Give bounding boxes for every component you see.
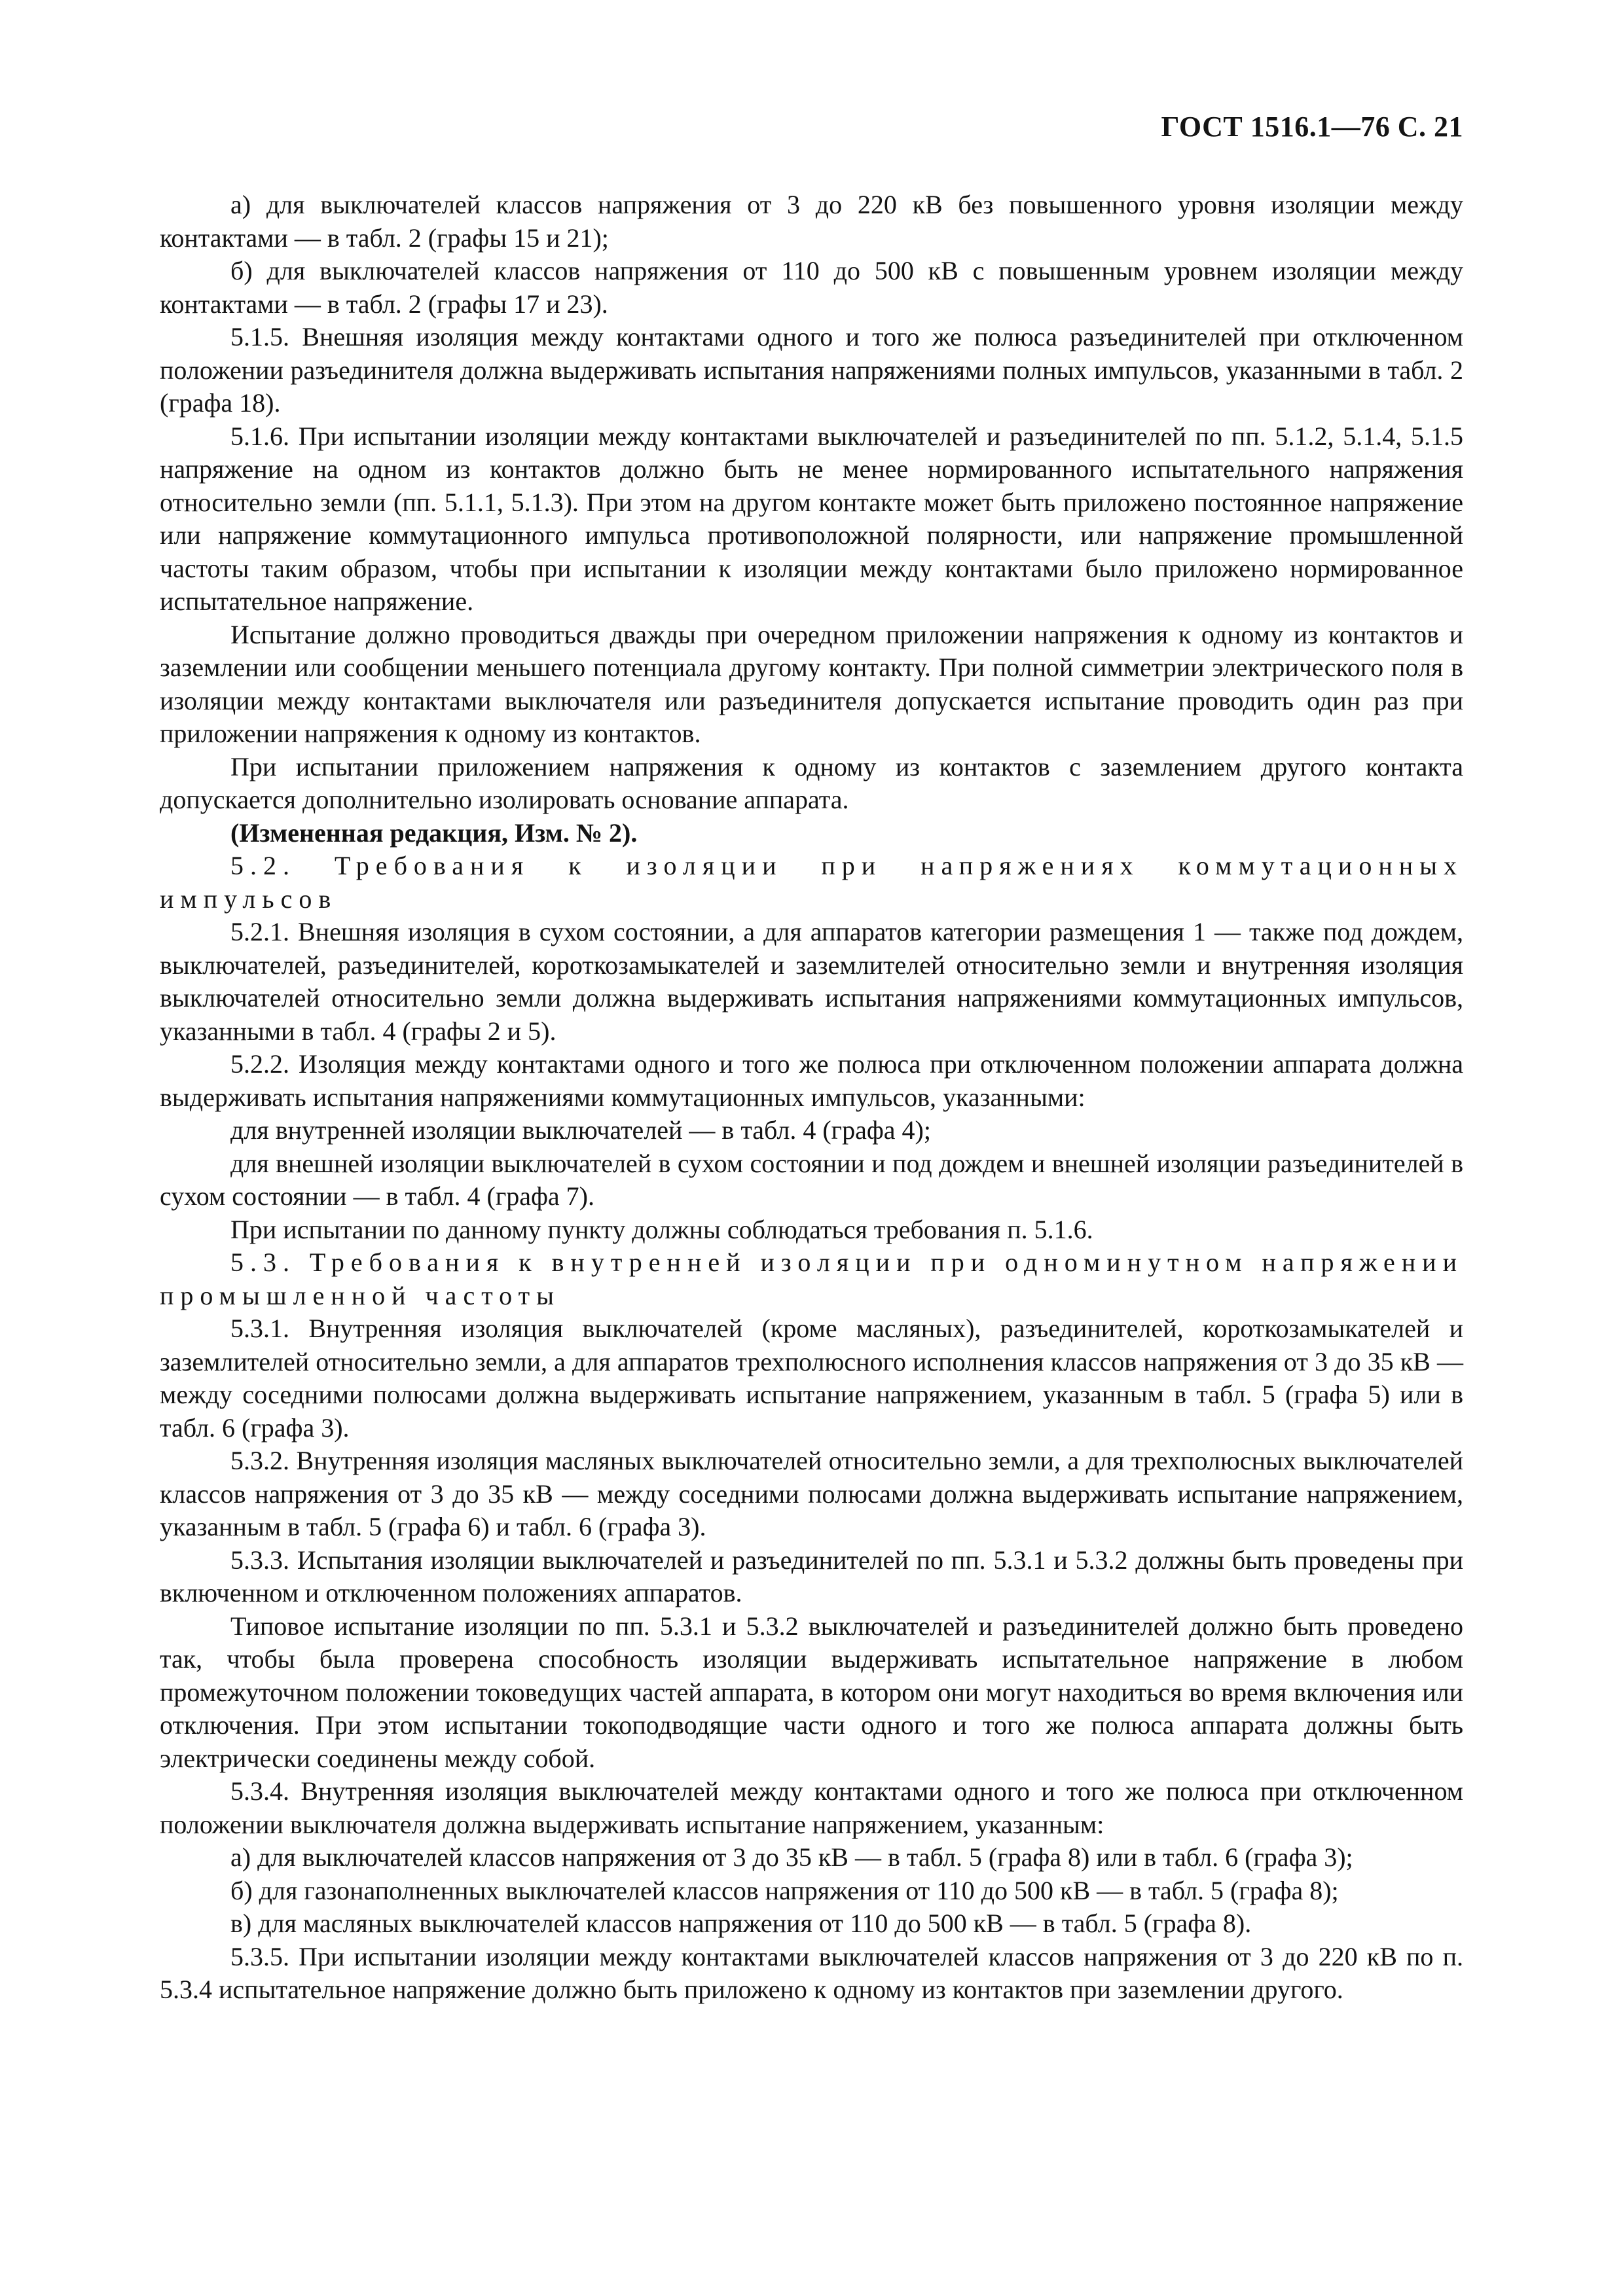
paragraph-5-1-6: 5.1.6. При испытании изоляции между контактами выключателей и разъединителей по пп. 5.1.2, 5.1.4, 5.1.5 напряжение на одном из контактов должно быть не менее нормированного испытательного напряжения относительно земли (пп. 5.1.1, 5.1.3). При этом на другом контакте может быть приложено постоянное напряжение или напряжение коммутационного импульса противоположной полярности, или напряжение промышленной частоты таким образом, чтобы при испытании к изоляции между контактами было приложено нормированное испытательное напряжение.	[160, 421, 1463, 616]
paragraph-5-1-5: 5.1.5. Внешняя изоляция между контактами одного и того же полюса разъединителей при отключенном положении разъединителя должна выдерживать испытания напряжениями полных импульсов, указанными в табл. 2 (графа 18).	[160, 322, 1463, 418]
paragraph-5-1-4-b: б) для выключателей классов напряжения от 110 до 500 кВ с повышенным уровнем изоляции между контактами — в табл. 2 (графы 17 и 23).	[160, 256, 1463, 319]
paragraph-5-3-2: 5.3.2. Внутренняя изоляция масляных выключателей относительно земли, а для трехполюсных выключателей классов напряжения от 3 до 35 кВ — между соседними полюсами должна выдерживать испытание напряжением, указанным в табл. 5 (графа 6) и табл. 6 (графа 3).	[160, 1446, 1463, 1541]
paragraph-5-3-5: 5.3.5. При испытании изоляции между контактами выключателей классов напряжения от 3 до 220 кВ по п. 5.3.4 испытательное напряжение должно быть приложено к одному из контактов при заземлении другого.	[160, 1941, 1463, 2004]
page-header: ГОСТ 1516.1—76 С. 21	[1161, 111, 1463, 143]
paragraph-5-3-4: 5.3.4. Внутренняя изоляция выключателей между контактами одного и того же полюса при отключенном положении выключателя должна выдерживать испытание напряжением, указанным:	[160, 1776, 1463, 1839]
paragraph-5-3-4-b: б) для газонаполненных выключателей классов напряжения от 110 до 500 кВ — в табл. 5 (графа 8);	[230, 1875, 1339, 1905]
section-heading-5-2: 5.2. Требования к изоляции при напряжениях коммутационных импульсов	[160, 851, 1463, 914]
paragraph-insulate-base: При испытании приложением напряжения к одному из контактов с заземлением другого контакта допускается дополнительно изолировать основание аппарата.	[160, 751, 1463, 814]
document-body	[160, 188, 1463, 2007]
paragraph-5-3-4-a: а) для выключателей классов напряжения от 3 до 35 кВ — в табл. 5 (графа 8) или в табл. 6 (графа 3);	[230, 1842, 1353, 1872]
paragraph-requirements-5-1-6: При испытании по данному пункту должны соблюдаться требования п. 5.1.6.	[230, 1214, 1093, 1244]
paragraph-external-insulation: для внешней изоляции выключателей в сухом состоянии и под дождем и внешней изоляции разъединителей в сухом состоянии — в табл. 4 (графа 7).	[160, 1148, 1463, 1211]
paragraph-5-3-1: 5.3.1. Внутренняя изоляция выключателей (кроме масляных), разъединителей, короткозамыкателей и заземлителей относительно земли, а для аппаратов трехполюсного исполнения классов напряжения от 3 до 35 кВ — между соседними полюсами должна выдерживать испытание напряжением, указанным в табл. 5 (графа 5) или в табл. 6 (графа 3).	[160, 1314, 1463, 1443]
paragraph-5-1-4-a: а) для выключателей классов напряжения от 3 до 220 кВ без повышенного уровня изоляции между контактами — в табл. 2 (графы 15 и 21);	[160, 190, 1463, 253]
paragraph-test-twice: Испытание должно проводиться дважды при очередном приложении напряжения к одному из контактов и заземлении или сообщении меньшего потенциала другому контакту. При полной симметрии электрического поля в изоляции между контактами выключателя или разъединителя допускается испытание проводить один раз при приложении напряжения к одному из контактов.	[160, 619, 1463, 748]
paragraph-5-3-4-c: в) для масляных выключателей классов напряжения от 110 до 500 кВ — в табл. 5 (графа 8).	[230, 1909, 1252, 1938]
paragraph-internal-insulation: для внутренней изоляции выключателей — в табл. 4 (графа 4);	[230, 1115, 931, 1145]
paragraph-5-2-2: 5.2.2. Изоляция между контактами одного и того же полюса при отключенном положении аппарата должна выдерживать испытания напряжениями коммутационных импульсов, указанными:	[160, 1049, 1463, 1112]
paragraph-type-test: Типовое испытание изоляции по пп. 5.3.1 и 5.3.2 выключателей и разъединителей должно быть проведено так, чтобы была проверена способность изоляции выдерживать испытательное напряжение в любом промежуточном положении токоведущих частей аппарата, в котором они могут находиться во время включения или отключения. При этом испытании токоподводящие части одного и того же полюса аппарата должны быть электрически соединены между собой.	[160, 1611, 1463, 1773]
paragraph-5-2-1: 5.2.1. Внешняя изоляция в сухом состоянии, а для аппаратов категории размещения 1 — также под дождем, выключателей, разъединителей, короткозамыкателей и заземлителей относительно земли и внутренняя изоляция выключателей относительно земли должна выдерживать испытания напряжениями коммутационных импульсов, указанными в табл. 4 (графы 2 и 5).	[160, 917, 1463, 1046]
paragraph-5-3-3: 5.3.3. Испытания изоляции выключателей и разъединителей по пп. 5.3.1 и 5.3.2 должны быть проведены при включенном и отключенном положениях аппаратов.	[160, 1545, 1463, 1607]
section-heading-5-3: 5.3. Требования к внутренней изоляции при одноминутном напряжении промышленной частоты	[160, 1247, 1463, 1310]
amendment-note: (Измененная редакция, Изм. № 2).	[230, 817, 638, 848]
